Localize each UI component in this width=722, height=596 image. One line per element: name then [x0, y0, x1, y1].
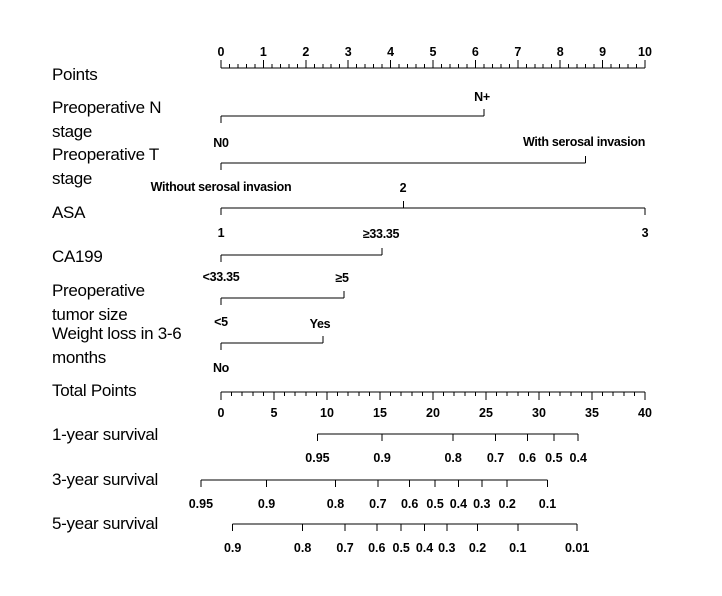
survival-1-tick-label: 0.7 — [486, 451, 505, 465]
predictor-3-label: ASA — [52, 203, 86, 222]
points-tick-label: 3 — [344, 45, 352, 59]
predictor-6-label: months — [52, 348, 106, 367]
survival-1-tick-label: 0.6 — [518, 451, 537, 465]
survival-1-label: 1-year survival — [52, 425, 159, 444]
predictor-5-level-label: ≥5 — [335, 271, 349, 285]
predictor-3-level-label: 1 — [217, 226, 225, 240]
survival-2-tick-label: 0.95 — [188, 497, 214, 511]
total-points-tick-label: 0 — [217, 406, 225, 420]
survival-3-tick-label: 0.8 — [293, 541, 312, 555]
predictor-2-level-label: Without serosal invasion — [150, 180, 292, 194]
points-tick-label: 2 — [302, 45, 310, 59]
points-tick-label: 0 — [217, 45, 225, 59]
predictor-2-label: stage — [52, 169, 93, 188]
total-points-tick-label: 25 — [479, 406, 493, 420]
predictor-1-level-label: N0 — [213, 136, 229, 150]
survival-2-tick-label: 0.5 — [426, 497, 444, 511]
predictor-1-level-label: N+ — [474, 90, 490, 104]
predictor-4-level-label: ≥33.35 — [362, 227, 400, 241]
points-tick-label: 1 — [259, 45, 267, 59]
survival-3-tick-label: 0.6 — [368, 541, 386, 555]
survival-1-tick-label: 0.8 — [444, 451, 462, 465]
points-tick-label: 9 — [599, 45, 607, 59]
predictor-4-label: CA199 — [52, 247, 103, 266]
predictor-5-label: tumor size — [52, 305, 128, 324]
survival-2-tick-label: 0.9 — [257, 497, 276, 511]
points-tick-label: 10 — [638, 45, 652, 59]
total-points-tick-label: 10 — [320, 406, 334, 420]
total-points-tick-label: 5 — [270, 406, 278, 420]
predictor-6-level-label: No — [212, 361, 230, 375]
total-points-tick-label: 35 — [585, 406, 599, 420]
predictor-1-label: stage — [52, 122, 93, 141]
predictor-2-label: Preoperative T — [52, 145, 159, 164]
points-axis-label: Points — [52, 65, 98, 84]
survival-3-tick-label: 0.3 — [438, 541, 456, 555]
survival-1-tick-label: 0.9 — [373, 451, 391, 465]
survival-3-tick-label: 0.5 — [392, 541, 410, 555]
total-points-tick-label: 15 — [373, 406, 387, 420]
predictor-6-level-label: Yes — [309, 317, 331, 331]
predictor-3-level-label: 3 — [641, 226, 649, 240]
survival-1-tick-label: 0.4 — [569, 451, 587, 465]
predictor-1-label: Preoperative N — [52, 98, 162, 117]
predictor-5-level-label: <5 — [214, 315, 228, 329]
total-points-axis-label: Total Points — [52, 381, 137, 400]
points-tick-label: 7 — [514, 45, 522, 59]
predictor-6-label: Weight loss in 3-6 — [52, 324, 182, 343]
survival-2-label: 3-year survival — [52, 470, 159, 489]
survival-2-tick-label: 0.6 — [400, 497, 419, 511]
points-tick-label: 6 — [471, 45, 479, 59]
survival-3-tick-label: 0.9 — [223, 541, 242, 555]
points-tick-label: 5 — [429, 45, 437, 59]
survival-3-tick-label: 0.4 — [415, 541, 434, 555]
survival-3-tick-label: 0.2 — [468, 541, 487, 555]
total-points-tick-label: 30 — [532, 406, 546, 420]
survival-2-tick-label: 0.4 — [449, 497, 468, 511]
survival-1-tick-label: 0.95 — [305, 451, 330, 465]
points-tick-label: 8 — [556, 45, 564, 59]
survival-3-tick-label: 0.1 — [509, 541, 527, 555]
total-points-tick-label: 20 — [426, 406, 440, 420]
predictor-3-level-label: 2 — [399, 181, 407, 195]
points-tick-label: 4 — [387, 45, 395, 59]
survival-1-tick-label: 0.5 — [545, 451, 563, 465]
predictor-4-level-label: <33.35 — [202, 270, 240, 284]
survival-3-label: 5-year survival — [52, 514, 159, 533]
survival-2-tick-label: 0.8 — [326, 497, 345, 511]
survival-3-tick-label: 0.01 — [564, 541, 590, 555]
survival-3-tick-label: 0.7 — [336, 541, 354, 555]
survival-2-tick-label: 0.1 — [538, 497, 557, 511]
total-points-tick-label: 40 — [638, 406, 652, 420]
survival-2-tick-label: 0.3 — [473, 497, 491, 511]
predictor-5-label: Preoperative — [52, 281, 145, 300]
survival-2-tick-label: 0.2 — [498, 497, 516, 511]
survival-2-tick-label: 0.7 — [369, 497, 387, 511]
predictor-2-level-label: With serosal invasion — [522, 135, 646, 149]
